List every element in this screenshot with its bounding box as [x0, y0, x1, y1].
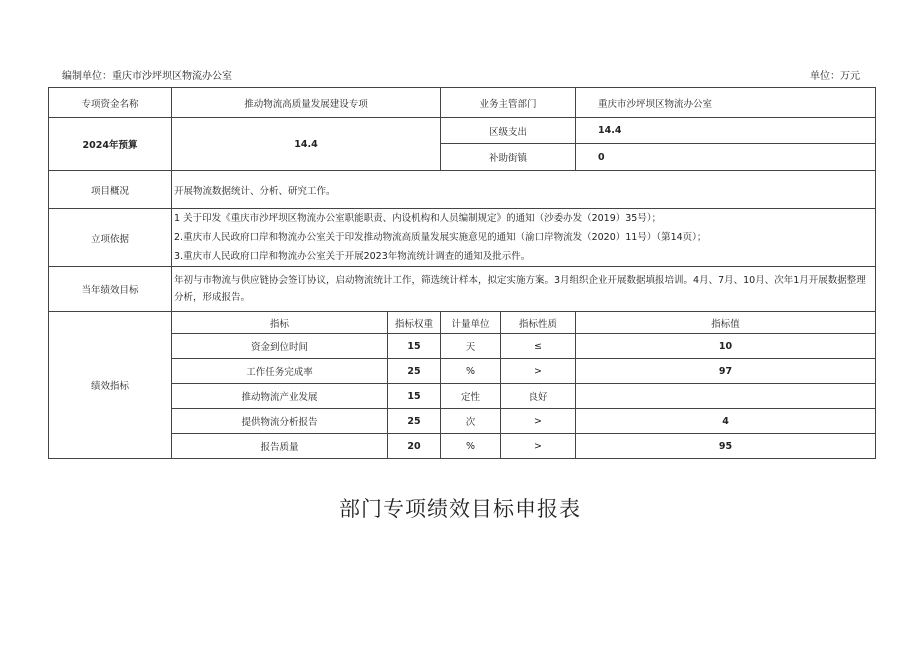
indicator-nature: 良好 [501, 384, 576, 409]
row-basis [49, 209, 876, 267]
basis-item: 3.重庆市人民政府口岸和物流办公室关于开展2023年物流统计调查的通知及批示件。 [174, 251, 531, 262]
page-title: 部门专项绩效目标申报表 [339, 497, 581, 521]
indicator-value [576, 384, 876, 409]
row-overview [49, 171, 876, 209]
indicator-weight: 20 [388, 434, 441, 459]
overview-label: 项目概况 [49, 171, 172, 209]
indicator-value: 4 [576, 409, 876, 434]
indicators-section-label: 绩效指标 [49, 312, 172, 459]
table-row [49, 434, 876, 459]
indicator-weight: 25 [388, 359, 441, 384]
indicator-header-row [49, 312, 876, 334]
basis-list [172, 209, 876, 267]
indicator-unit: % [441, 359, 501, 384]
indicator-nature: > [501, 359, 576, 384]
indicator-unit: % [441, 434, 501, 459]
indicator-name: 资金到位时间 [172, 334, 388, 359]
indicator-value: 97 [576, 359, 876, 384]
performance-table [48, 87, 876, 459]
indicator-name: 工作任务完成率 [172, 359, 388, 384]
indicator-unit: 次 [441, 409, 501, 434]
indicator-col-header: 指标 [172, 312, 388, 334]
indicator-nature: > [501, 409, 576, 434]
table-row [49, 334, 876, 359]
project-name-value: 推动物流高质量发展建设专项 [172, 88, 441, 118]
indicator-name: 报告质量 [172, 434, 388, 459]
project-name-label: 专项资金名称 [49, 88, 172, 118]
indicator-nature: > [501, 434, 576, 459]
value-col-header: 指标值 [576, 312, 876, 334]
unit-col-header: 计量单位 [441, 312, 501, 334]
weight-col-header: 指标权重 [388, 312, 441, 334]
indicator-unit: 天 [441, 334, 501, 359]
district-spending-value: 14.4 [576, 118, 876, 144]
basis-item: 2.重庆市人民政府口岸和物流办公室关于印发推动物流高质量发展实施意见的通知（渝口岸物流发（2020）11号）（第14页）； [174, 232, 707, 243]
row-budget [49, 118, 876, 144]
subsidy-value: 0 [576, 144, 876, 171]
indicator-weight: 15 [388, 334, 441, 359]
row-project-name [49, 88, 876, 118]
indicator-name: 提供物流分析报告 [172, 409, 388, 434]
indicator-weight: 15 [388, 384, 441, 409]
compiling-unit: 编制单位：重庆市沙坪坝区物流办公室 [62, 71, 232, 82]
nature-col-header: 指标性质 [501, 312, 576, 334]
indicator-nature: ≤ [501, 334, 576, 359]
annual-goal-value: 年初与市物流与供应链协会签订协议，启动物流统计工作，筛选统计样本，拟定实施方案。3月组织企业开展数据填报培训。4月、7月、10月、次年1月开展数据整理分析，形成报告。 [172, 267, 876, 312]
dept-label: 业务主管部门 [441, 88, 576, 118]
budget-label: 2024年预算 [49, 118, 172, 171]
dept-value: 重庆市沙坪坝区物流办公室 [576, 88, 876, 118]
row-annual-goal [49, 267, 876, 312]
district-spending-label: 区级支出 [441, 118, 576, 144]
table-row [49, 359, 876, 384]
indicator-unit: 定性 [441, 384, 501, 409]
table-row [49, 409, 876, 434]
indicator-name: 推动物流产业发展 [172, 384, 388, 409]
basis-item: 1 关于印发《重庆市沙坪坝区物流办公室职能职责、内设机构和人员编制规定》的通知（沙委办发（2019）35号）； [174, 213, 662, 224]
indicator-value: 10 [576, 334, 876, 359]
indicator-value: 95 [576, 434, 876, 459]
basis-label: 立项依据 [49, 209, 172, 267]
budget-value: 14.4 [172, 118, 441, 171]
currency-unit: 单位：万元 [810, 71, 860, 82]
table-row [49, 384, 876, 409]
annual-goal-label: 当年绩效目标 [49, 267, 172, 312]
indicator-weight: 25 [388, 409, 441, 434]
overview-value: 开展物流数据统计、分析、研究工作。 [172, 171, 876, 209]
subsidy-label: 补助街镇 [441, 144, 576, 171]
